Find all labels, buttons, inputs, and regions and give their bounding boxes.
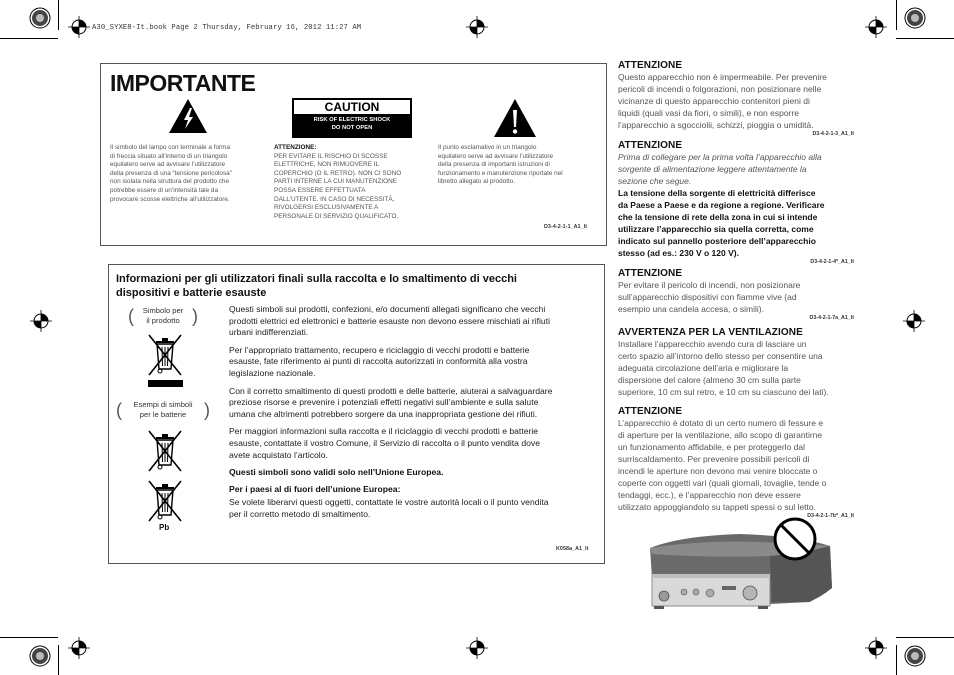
battery-symbol-label: ( Esempi di simboli per le batterie ): [116, 400, 210, 420]
disposal-info-code: K058a_A1_It: [556, 546, 589, 552]
warning-text-openings: L’apparecchio è dotato di un certo numero di fessure e di aperture per la ventilazione, allo scopo di garantirne un funzionamento affidabile, e per proteggerlo dal surriscaldamento. Per prevenire possibili pericoli di incendi le aperture non devono mai venire bloccate o coperte con oggetti vari (quali giornali, tovaglie, tende o tendaggi, ecc.), e l’apparecchio non deve essere utilizzato appoggiandolo su tappeti spessi o sul letto.: [618, 418, 827, 512]
crossed-bin-battery-icon: [145, 427, 185, 473]
registration-rosette-icon: [29, 645, 51, 667]
right-paren: ): [192, 306, 198, 326]
importante-code: D3-4-2-1-1_A1_It: [544, 224, 588, 230]
warning-title-water: ATTENZIONE: [618, 60, 683, 71]
caution-sub-text: RISK OF ELECTRIC SHOCK DO NOT OPEN: [313, 117, 391, 131]
registration-target-icon: [466, 16, 488, 38]
paragraph-non-eu: Se volete liberarvi questi oggetti, contattate le vostre autorità locali o il punto vendita per il corretto metodo di smaltimento.: [229, 497, 549, 519]
registration-rosette-icon: [29, 7, 51, 29]
paragraph-1: Questi simboli sui prodotti, confezioni, e/o documenti allegati significano che vecchi prodotti elettrici ed elettronici e batterie esauste non devono essere mischiati ai rifiuti urbani indifferenziati.: [229, 304, 551, 338]
file-info-header: A30_SYXE8-It.book Page 2 Thursday, February 16, 2012 11:27 AM: [92, 24, 362, 32]
warning-text-voltage: La tensione della sorgente di elettricità differisce da Paese a Paese e da regione a regione. Verificare che la tensione di rete della zona in cui si intende utilizzare l’apparecchio sia quella corretta, come indicato sul pannello posteriore dell’apparecchio stesso (ad es.: 230 V o 120 V).: [618, 188, 825, 258]
lightning-triangle-icon: [168, 98, 208, 134]
warning-text-water: Questo apparecchio non è impermeabile. Per prevenire pericoli di incendi o folgorazioni, non posizionare nelle vicinanze di questo apparecchio contenitori pieni di liquidi (quali vasi da fiori, o simili), e non esporre l’apparecchio a sgocciolii, schizzi, pioggia o umidità.: [618, 72, 827, 130]
lightning-symbol-text: Il simbolo del lampo con terminale a forma di freccia situato all’interno di un triangolo equilatero serve ad avvisare l’utilizzatore della presenza di una “tensione pericolosa” non isolata nella struttura del prodotto che potrebbe essere di un’intensità tale da provocare scosse elettriche all’utilizzatore.: [110, 144, 232, 203]
crossed-bin-icon: [145, 331, 185, 377]
registration-target-icon: [903, 310, 925, 332]
registration-rosette-icon: [904, 645, 926, 667]
warning-title-ventilation: AVVERTENZA PER LA VENTILAZIONE: [618, 327, 803, 338]
warning-code-water: D3-4-2-1-3_A1_It: [812, 131, 854, 137]
importante-title: IMPORTANTE: [110, 70, 256, 96]
paragraph-4: Per maggiori informazioni sulla raccolta e il riciclaggio di vecchi prodotti e batterie esauste, contattate il vostro Comune, il Servizio di raccolta o il punto vendita dove avete acquistato l’articolo.: [229, 426, 540, 460]
disposal-info-text: [229, 304, 599, 521]
registration-target-icon: [865, 637, 887, 659]
warning-code-openings: D3-4-2-1-7b*_A1_It: [807, 513, 854, 519]
exclamation-triangle-icon: [493, 98, 537, 138]
warning-title-voltage: ATTENZIONE: [618, 140, 683, 151]
warning-text-voltage-intro: Prima di collegare per la prima volta l’apparecchio alla sorgente di alimentazione leggere attentamente la sezione che segue.: [618, 152, 822, 186]
paragraph-eu-only: Questi simboli sono validi solo nell’Unione Europea.: [229, 467, 444, 478]
warning-code-voltage: D3-4-2-1-4*_A1_It: [810, 259, 854, 265]
warning-text-fire: Per evitare il pericolo di incendi, non posizionare sull’apparecchio dispositivi con fiamme vive (ad esempio una candela accesa, o simili).: [618, 280, 801, 314]
exclamation-symbol-text: Il punto esclamativo in un triangolo equilatero serve ad avvisare l’utilizzatore della presenza di importanti istruzioni di funzionamento e manutenzione riportate nel libretto allegato al prodotto.: [438, 144, 563, 186]
safety-warnings-column: [618, 60, 854, 519]
prohibition-sign-icon: [772, 516, 818, 562]
disposal-info-title: Informazioni per gli utilizzatori finali sulla raccolta e lo smaltimento di vecchi dispositivi e batterie esauste: [116, 273, 517, 299]
pb-label: Pb: [159, 523, 170, 532]
caution-label-box: [292, 98, 412, 138]
crossed-bin-battery-pb-icon: [145, 477, 185, 523]
paragraph-3: Con il corretto smaltimento di questi prodotti e delle batterie, aiuterai a salvaguardare preziose risorse e prevenire i potenziali effetti negativi sull’ambiente e sulla salute umana che altrimenti potrebbero sorgere da una inappropriata gestione dei rifiuti.: [229, 385, 553, 419]
caution-warning-text: ATTENZIONE: PER EVITARE IL RISCHIO DI SCOSSE ELETTRICHE, NON RIMUOVERE IL COPERCHIO (O IL RETRO). NON CI SONO PARTI INTERNE LA CUI MANUTENZIONE POSSA ESSERE EFFETTUATA DALL’UTENTE. IN CASO DI NECESSITÀ, RIVOLGERSI ESCLUSIVAMENTE A PERSONALE DI SERVIZIO QUALIFICATO.: [274, 144, 402, 220]
left-paren: (: [116, 400, 122, 420]
paragraph-non-eu-heading: Per i paesi al di fuori dell’unione Europea:: [229, 483, 401, 494]
registration-target-icon: [466, 637, 488, 659]
registration-target-icon: [68, 637, 90, 659]
warning-title-openings: ATTENZIONE: [618, 406, 683, 417]
registration-target-icon: [865, 16, 887, 38]
product-symbol-label: ( Simbolo per il prodotto ): [128, 306, 198, 326]
registration-target-icon: [30, 310, 52, 332]
right-paren: ): [204, 400, 210, 420]
registration-target-icon: [68, 16, 90, 38]
caution-label: CAUTION: [294, 100, 410, 114]
registration-rosette-icon: [904, 7, 926, 29]
warning-text-ventilation: Installare l’apparecchio avendo cura di lasciare un certo spazio all’intorno dello stesso per consentire una adeguata circolazione dell’aria e migliorare la dispersione del calore (almeno 30 cm sulla parte superiore, 10 cm sul retro, e 10 cm su ciascuno dei lati).: [618, 339, 829, 397]
warning-code-fire: D3-4-2-1-7a_A1_It: [809, 315, 854, 321]
paragraph-2: Per l’appropriato trattamento, recupero e riciclaggio di vecchi prodotti e batterie esauste, fate riferimento ai punti di raccolta autorizzati in conformità alla vostra legislazione nazionale.: [229, 344, 530, 378]
black-bar-symbol: [148, 380, 183, 387]
left-paren: (: [128, 306, 134, 326]
warning-title-fire: ATTENZIONE: [618, 268, 683, 279]
